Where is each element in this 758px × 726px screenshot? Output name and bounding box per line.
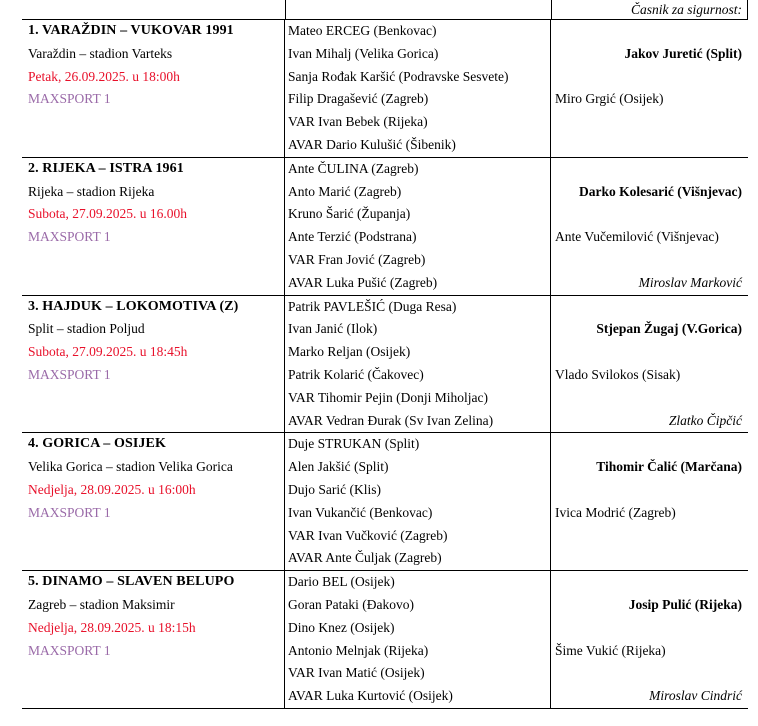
security-officer bbox=[551, 134, 748, 157]
official-name: AVAR Vedran Đurak (Sv Ivan Zelina) bbox=[288, 412, 494, 428]
official-name: VAR Ivan Bebek (Rijeka) bbox=[288, 114, 428, 130]
match-delegate: Ante Vučemilović (Višnjevac) bbox=[555, 229, 719, 245]
referee-schedule-table bbox=[22, 0, 748, 709]
match-info-column bbox=[22, 20, 285, 157]
supervisor-cell bbox=[551, 203, 748, 226]
match-block bbox=[22, 296, 748, 434]
match-title: 5. DINAMO – SLAVEN BELUPO bbox=[28, 574, 235, 590]
match-supervisors-column bbox=[551, 20, 748, 157]
match-info-column bbox=[22, 433, 285, 570]
match-broadcaster: MAXSPORT 1 bbox=[28, 504, 111, 520]
match-officials-column bbox=[285, 158, 551, 295]
match-delegate: Ivica Modrić (Zagreb) bbox=[555, 504, 676, 520]
official-name: Dino Knez (Osijek) bbox=[288, 619, 395, 635]
supervisor-cell bbox=[551, 66, 748, 89]
match-supervisors-column bbox=[551, 158, 748, 295]
official-name: Mateo ERCEG (Benkovac) bbox=[288, 23, 437, 38]
match-venue: Split – stadion Poljud bbox=[28, 321, 145, 337]
match-block bbox=[22, 158, 748, 296]
match-title: 1. VARAŽDIN – VUKOVAR 1991 bbox=[28, 23, 234, 38]
referee-instructor: Jakov Juretić (Split) bbox=[624, 45, 742, 61]
official-name: Dujo Sarić (Klis) bbox=[288, 481, 381, 497]
match-delegate: Miro Grgić (Osijek) bbox=[555, 91, 664, 107]
supervisor-cell bbox=[551, 20, 748, 43]
security-officer-header: Časnik za sigurnost: bbox=[630, 2, 742, 17]
official-name: Ivan Janić (Ilok) bbox=[288, 321, 378, 337]
match-broadcaster: MAXSPORT 1 bbox=[28, 642, 111, 658]
official-name: Duje STRUKAN (Split) bbox=[288, 436, 420, 452]
security-officer: Miroslav Marković bbox=[638, 274, 742, 290]
official-name: VAR Tihomir Pejin (Donji Miholjac) bbox=[288, 389, 489, 405]
supervisor-cell bbox=[551, 662, 748, 685]
official-name: Goran Pataki (Đakovo) bbox=[288, 596, 414, 612]
security-officer bbox=[551, 547, 748, 570]
match-delegate: Vlado Svilokos (Sisak) bbox=[555, 366, 681, 382]
match-officials-column bbox=[285, 433, 551, 570]
match-broadcaster: MAXSPORT 1 bbox=[28, 366, 111, 382]
match-title: 3. HAJDUK – LOKOMOTIVA (Z) bbox=[28, 298, 239, 314]
official-name: VAR Ivan Vučković (Zagreb) bbox=[288, 527, 448, 543]
referee-instructor: Darko Kolesarić (Višnjevac) bbox=[579, 183, 742, 199]
match-title: 2. RIJEKA – ISTRA 1961 bbox=[28, 160, 184, 176]
match-datetime: Petak, 26.09.2025. u 18:00h bbox=[28, 68, 180, 84]
official-name: Ante ČULINA (Zagreb) bbox=[288, 160, 419, 176]
match-supervisors-column bbox=[551, 571, 748, 708]
match-broadcaster: MAXSPORT 1 bbox=[28, 91, 111, 107]
match-supervisors-column bbox=[551, 433, 748, 570]
official-name: Patrik PAVLEŠIĆ (Duga Resa) bbox=[288, 298, 457, 314]
supervisor-cell bbox=[551, 571, 748, 594]
table-header-row bbox=[22, 0, 748, 20]
supervisor-cell bbox=[551, 341, 748, 364]
match-broadcaster: MAXSPORT 1 bbox=[28, 229, 111, 245]
official-name: AVAR Luka Pušić (Zagreb) bbox=[288, 274, 438, 290]
match-venue: Varaždin – stadion Varteks bbox=[28, 45, 173, 61]
match-venue: Rijeka – stadion Rijeka bbox=[28, 183, 155, 199]
official-name: Sanja Rođak Karšić (Podravske Sesvete) bbox=[288, 68, 509, 84]
supervisor-cell bbox=[551, 296, 748, 319]
match-datetime: Subota, 27.09.2025. u 16.00h bbox=[28, 206, 188, 222]
official-name: Marko Reljan (Osijek) bbox=[288, 344, 411, 360]
match-info-column bbox=[22, 571, 285, 708]
supervisor-cell bbox=[551, 433, 748, 456]
match-block bbox=[22, 20, 748, 158]
official-name: Kruno Šarić (Županja) bbox=[288, 206, 411, 222]
match-info-column bbox=[22, 158, 285, 295]
referee-instructor: Tihomir Čalić (Marčana) bbox=[596, 459, 742, 475]
match-datetime: Nedjelja, 28.09.2025. u 16:00h bbox=[28, 481, 196, 497]
official-name: AVAR Luka Kurtović (Osijek) bbox=[288, 688, 453, 704]
referee-instructor: Stjepan Žugaj (V.Gorica) bbox=[596, 321, 742, 337]
supervisor-cell bbox=[551, 525, 748, 548]
official-name: Ante Terzić (Podstrana) bbox=[288, 229, 417, 245]
match-datetime: Nedjelja, 28.09.2025. u 18:15h bbox=[28, 619, 196, 635]
security-officer: Miroslav Cindrić bbox=[649, 688, 742, 704]
match-officials-column bbox=[285, 296, 551, 433]
match-info-column bbox=[22, 296, 285, 433]
match-venue: Velika Gorica – stadion Velika Gorica bbox=[28, 459, 233, 475]
supervisor-cell bbox=[551, 617, 748, 640]
security-officer: Zlatko Čipčić bbox=[668, 412, 742, 428]
match-title: 4. GORICA – OSIJEK bbox=[28, 436, 166, 452]
official-name: Ivan Vukančić (Benkovac) bbox=[288, 504, 433, 520]
official-name: AVAR Ante Čuljak (Zagreb) bbox=[288, 550, 442, 566]
match-block bbox=[22, 571, 748, 709]
official-name: VAR Fran Jović (Zagreb) bbox=[288, 251, 426, 267]
match-datetime: Subota, 27.09.2025. u 18:45h bbox=[28, 344, 188, 360]
match-officials-column bbox=[285, 571, 551, 708]
official-name: VAR Ivan Matić (Osijek) bbox=[288, 665, 425, 681]
official-name: Filip Dragašević (Zagreb) bbox=[288, 91, 429, 107]
match-block bbox=[22, 433, 748, 571]
match-officials-column bbox=[285, 20, 551, 157]
supervisor-cell bbox=[551, 158, 748, 181]
supervisor-cell bbox=[551, 249, 748, 272]
official-name: Anto Marić (Zagreb) bbox=[288, 183, 402, 199]
match-delegate: Šime Vukić (Rijeka) bbox=[555, 642, 666, 658]
official-name: Antonio Melnjak (Rijeka) bbox=[288, 642, 429, 658]
supervisor-cell bbox=[551, 479, 748, 502]
official-name: Ivan Mihalj (Velika Gorica) bbox=[288, 45, 439, 61]
official-name: Alen Jakšić (Split) bbox=[288, 459, 389, 475]
official-name: Patrik Kolarić (Čakovec) bbox=[288, 366, 424, 382]
match-supervisors-column bbox=[551, 296, 748, 433]
referee-instructor: Josip Pulić (Rijeka) bbox=[628, 596, 742, 612]
official-name: AVAR Dario Kulušić (Šibenik) bbox=[288, 136, 456, 152]
supervisor-cell bbox=[551, 387, 748, 410]
match-venue: Zagreb – stadion Maksimir bbox=[28, 596, 175, 612]
supervisor-cell bbox=[551, 111, 748, 134]
official-name: Dario BEL (Osijek) bbox=[288, 574, 395, 590]
matches-list bbox=[22, 20, 748, 709]
